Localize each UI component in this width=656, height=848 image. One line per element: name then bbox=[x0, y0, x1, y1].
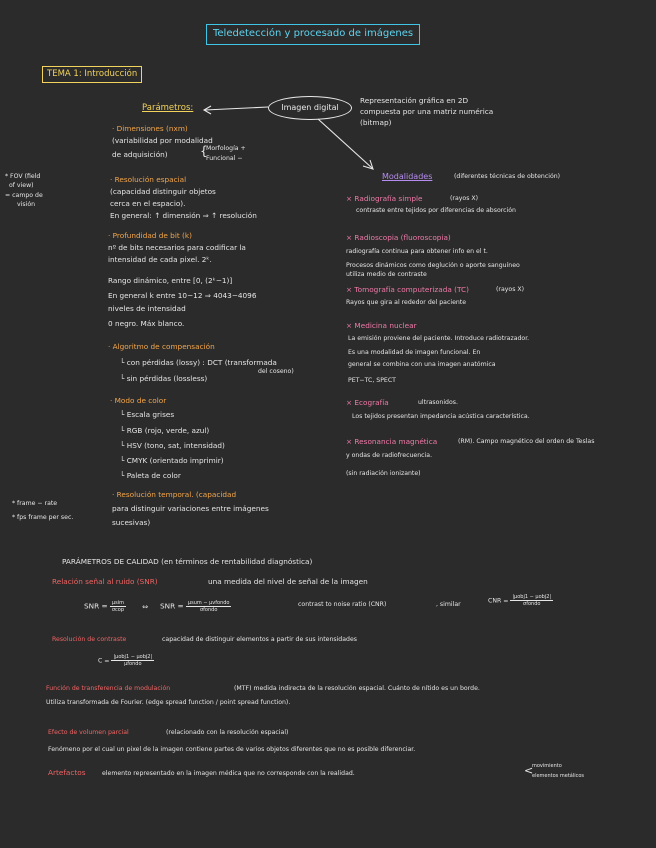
volumen-label: Efecto de volumen parcial bbox=[48, 729, 129, 736]
page-title: Teledetección y procesado de imágenes bbox=[206, 24, 420, 45]
res-espacial-title: · Resolución espacial bbox=[110, 175, 187, 184]
parametros-heading: Parámetros: bbox=[142, 103, 194, 113]
tema-heading: TEMA 1: Introducción bbox=[42, 66, 142, 83]
cnr-text: contrast to noise ratio (CNR) bbox=[298, 601, 387, 608]
profundidad-title: · Profundidad de bit (k) bbox=[108, 231, 192, 240]
snr-formula-2: SNR = $\frac{\text{μsum − μvfondo}}{\text{σfondo}}$ bbox=[160, 600, 230, 613]
snr-label: Relación señal al ruido (SNR) bbox=[52, 577, 158, 586]
dimensiones-title: · Dimensiones (nxm) bbox=[112, 124, 188, 133]
brace-icon: < bbox=[524, 764, 534, 777]
dim-brace-line: Funcional − bbox=[206, 155, 243, 162]
artefactos-text: elemento representado en la imagen médica que no corresponde con la realidad. bbox=[102, 770, 355, 777]
or-separator: ⇔ bbox=[142, 602, 149, 611]
mtf-text-2: Utiliza transformada de Fourier. (edge spread function / point spread function). bbox=[46, 699, 291, 706]
snr-text: una medida del nivel de señal de la imagen bbox=[208, 577, 368, 586]
volumen-text-2: Fenómeno por el cual un pixel de la imagen contiene partes de varios objetos diferentes que no es posible diferenciar. bbox=[48, 746, 416, 753]
artefactos-label: Artefactos bbox=[48, 768, 86, 777]
center-node: Imagen digital bbox=[268, 96, 352, 120]
center-desc-line: compuesta por una matriz numérica bbox=[360, 107, 494, 116]
dim-brace-line: Morfología + bbox=[206, 145, 246, 152]
res-contraste-text: capacidad de distinguir elementos a partir de sus intensidades bbox=[162, 636, 357, 643]
cnr-formula: CNR = $\frac{\text{|μobj1 − μobj2|}}{\text{σfondo}}$ bbox=[488, 594, 552, 607]
dimensiones-line: de adquisición) bbox=[112, 150, 168, 159]
artefactos-brace-line: elementos metálicos bbox=[532, 773, 585, 779]
res-contraste-label: Resolución de contraste bbox=[52, 636, 127, 643]
calidad-heading: PARÁMETROS DE CALIDAD (en términos de rentabilidad diagnóstica) bbox=[62, 557, 313, 566]
dimensiones-line: (variabilidad por modalidad bbox=[112, 136, 213, 145]
c-formula: C = $\frac{\text{|μobj1 − μobj2|}}{\text{μfondo}}$ bbox=[98, 654, 153, 667]
modalidades-heading: Modalidades bbox=[382, 172, 433, 181]
modalidades-note: (diferentes técnicas de obtención) bbox=[454, 173, 561, 180]
temporal-title: · Resolución temporal. (capacidad bbox=[112, 490, 237, 499]
center-desc-line: Representación gráfica en 2D bbox=[360, 96, 469, 105]
center-desc-line: (bitmap) bbox=[360, 118, 392, 127]
snr-formula-1: SNR = $\frac{\text{μsim}}{\text{σcop}}$ bbox=[84, 600, 125, 613]
color-title: · Modo de color bbox=[110, 396, 167, 405]
artefactos-brace-line: movimiento bbox=[532, 763, 562, 769]
mtf-text: (MTF) medida indirecta de la resolución espacial. Cuánto de nítido es un borde. bbox=[234, 685, 480, 692]
cnr-similar: , similar bbox=[436, 601, 461, 608]
mtf-label: Función de transferencia de modulación bbox=[46, 685, 171, 692]
volumen-text: (relacionado con la resolución espacial) bbox=[166, 729, 289, 736]
algoritmo-title: · Algoritmo de compensación bbox=[108, 342, 215, 351]
brace-icon: { bbox=[200, 144, 208, 158]
